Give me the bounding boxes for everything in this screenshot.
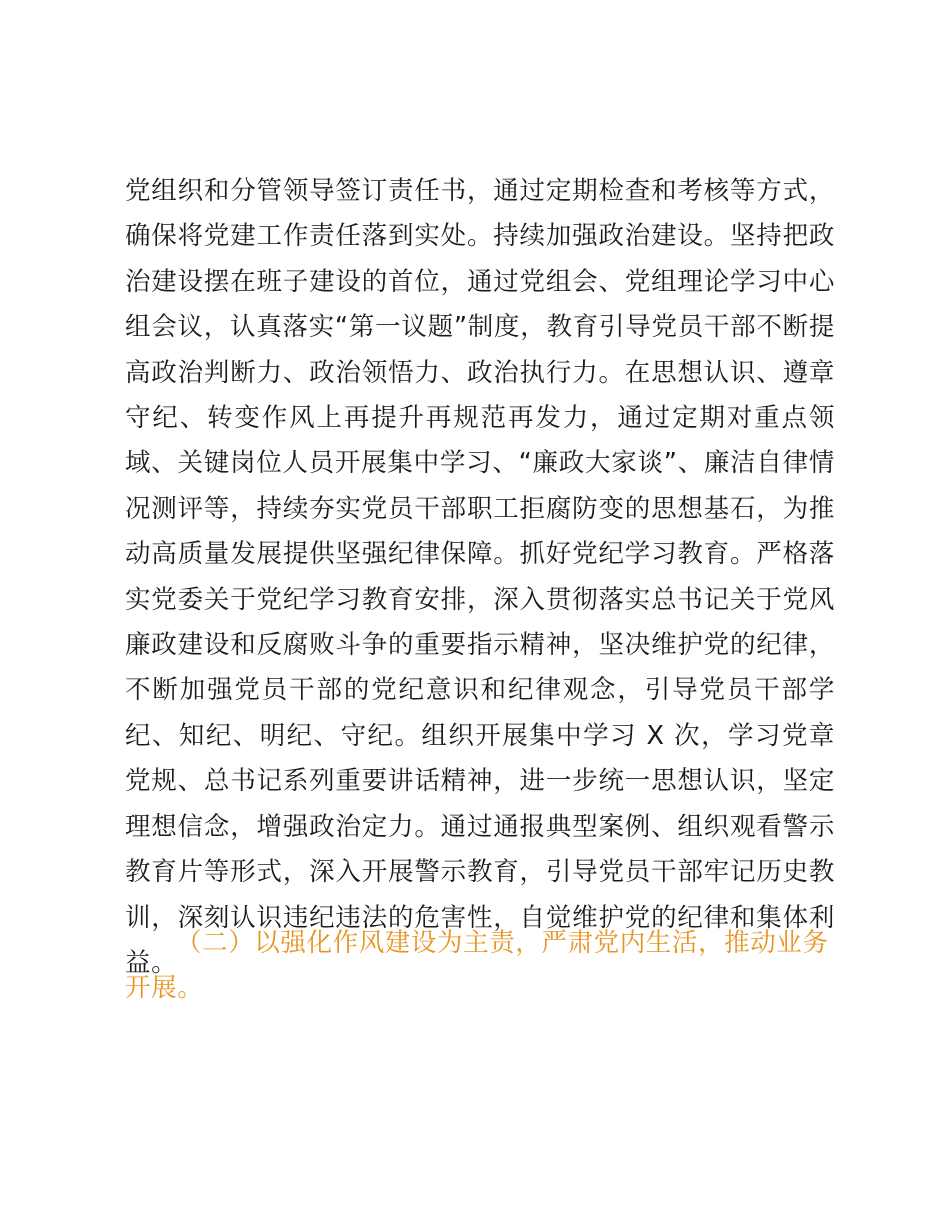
body-paragraph: 党组织和分管领导签订责任书，通过定期检查和考核等方式，确保将党建工作责任落到实处。持续加强政治建设。坚持把政治建设摆在班子建设的首位，通过党组会、党组理论学习中心组会议，认真落实“第一议题”制度，教育引导党员干部不断提高政治判断力、政治领悟力、政治执行力。在思想认识、遵章守纪、转变作风上再提升再规范再发力，通过定期对重点领域、关键岗位人员开展集中学习、“廉政大家谈”、廉洁自律情况测评等，持续夯实党员干部职工拒腐防变的思想基石，为推动高质量发展提供坚强纪律保障。抓好党纪学习教育。严格落实党委关于党纪学习教育安排，深入贯彻落实总书记关于党风廉政建设和反腐败斗争的重要指示精神，坚决维护党的纪律，不断加强党员干部的党纪意识和纪律观念，引导党员干部学纪、知纪、明纪、守纪。组织开展集中学习 X 次，学习党章党规、总书记系列重要讲话精神，进一步统一思想认识，坚定理想信念，增强政治定力。通过通报典型案例、组织观看警示教育片等形式，深入开展警示教育，引导党员干部牢记历史教训，深刻认识违纪违法的危害性，自觉维护党的纪律和集体利益。	[125, 176, 835, 978]
section-heading: （二）以强化作风建设为主责，严肃党内生活，推动业务开展。	[125, 928, 829, 1004]
